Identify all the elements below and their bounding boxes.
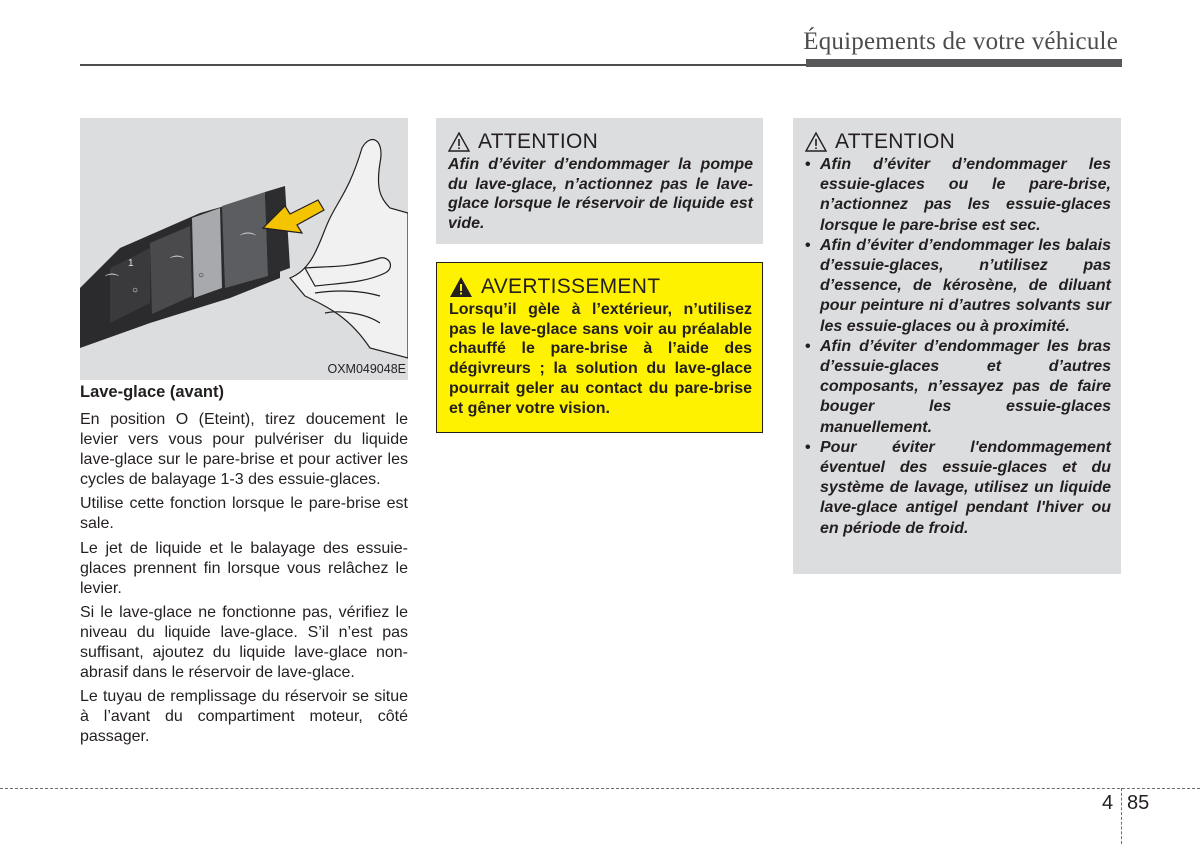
svg-text:○: ○	[132, 285, 139, 296]
attention-text: Afin d’éviter d’endommager la pompe du lave-glace, n’actionnez pas le lave-glace lorsque le réservoir de liquide est vide.	[448, 156, 753, 232]
warning-box	[436, 262, 763, 433]
figure-code: OXM049048E	[327, 362, 406, 376]
page-number: 85	[1127, 792, 1150, 814]
svg-text:⌒: ⌒	[170, 255, 184, 271]
attention-bullet: • Afin d’éviter d’endommager les bras d’essuie-glaces et d’autres composants, n’essayez pas de faire bouger les essuie-glaces manuellement.	[805, 337, 1111, 438]
footer-dashed-divider	[1121, 788, 1122, 844]
body-paragraph: Le tuyau de remplissage du réservoir se situe à l’avant du compartiment moteur, côté passager.	[80, 688, 408, 746]
caution-triangle-icon	[805, 132, 827, 152]
page-header-title: Équipements de votre véhicule	[803, 28, 1118, 55]
wiper-stalk-illustration	[80, 118, 408, 380]
attention-heading	[448, 130, 753, 154]
warning-triangle-icon	[449, 276, 473, 298]
body-paragraph: Si le lave-glace ne fonctionne pas, vérifiez le niveau du liquide lave-glace. S’il n’est pas suffisant, ajoutez du liquide lave-glace non-abrasif dans le réservoir de lave-glace.	[80, 603, 408, 682]
header-rule-accent	[806, 59, 1122, 67]
svg-text:1: 1	[128, 258, 134, 269]
wiper-stalk-drawing	[80, 118, 408, 380]
left-column	[80, 383, 408, 752]
attention-label: ATTENTION	[478, 130, 599, 153]
body-paragraph: En position O (Eteint), tirez doucement le levier vers vous pour pulvériser du liquide lave-glace sur le pare-brise et pour activer les cycles de balayage 1-3 des essuie-glaces.	[80, 411, 408, 489]
warning-label: AVERTISSEMENT	[481, 275, 661, 298]
attention-bullet: • Pour éviter l'endommagement éventuel des essuie-glaces et du système de lavage, utilisez un liquide lave-glace antigel pendant l'hiver ou en période de froid.	[805, 438, 1111, 539]
svg-text:⌒: ⌒	[105, 273, 119, 289]
caution-triangle-icon	[448, 132, 470, 152]
attention-bullet: • Afin d’éviter d’endommager les essuie-glaces ou le pare-brise, n’actionnez pas les essuie-glaces lorsque le pare-brise est sec.	[805, 155, 1111, 236]
svg-text:⌒: ⌒	[240, 233, 257, 250]
header-rule	[80, 64, 808, 66]
section-title: Lave-glace (avant)	[80, 383, 224, 401]
attention-bullet: • Afin d’éviter d’endommager les balais d’essuie-glaces, n’utilisez pas d’essence, de kérosène, de diluant pour peinture ni d’autres solvants sur les essuie-glaces ou à proximité.	[805, 236, 1111, 337]
chapter-number: 4	[1102, 792, 1114, 814]
body-paragraph: Le jet de liquide et le balayage des essuie-glaces prennent fin lorsque vous relâchez le levier.	[80, 539, 408, 597]
warning-heading	[449, 275, 752, 299]
footer-dashed-rule	[0, 788, 1200, 789]
svg-text:○: ○	[198, 270, 205, 281]
body-paragraph: Utilise cette fonction lorsque le pare-brise est sale.	[80, 495, 408, 533]
warning-text: Lorsqu’il gèle à l’extérieur, n’utilisez pas le lave-glace sans voir au préalable chauffé le pare-brise à l’aide des dégivreurs ; la solution du lave-glace pourrait geler au contact du pare-brise et gêner votre vision.	[449, 301, 752, 417]
attention-box-pump	[436, 118, 763, 244]
attention-heading	[805, 130, 1111, 154]
attention-bullet-list	[805, 155, 1111, 539]
attention-label: ATTENTION	[835, 130, 956, 153]
attention-box-wipers	[793, 118, 1121, 574]
